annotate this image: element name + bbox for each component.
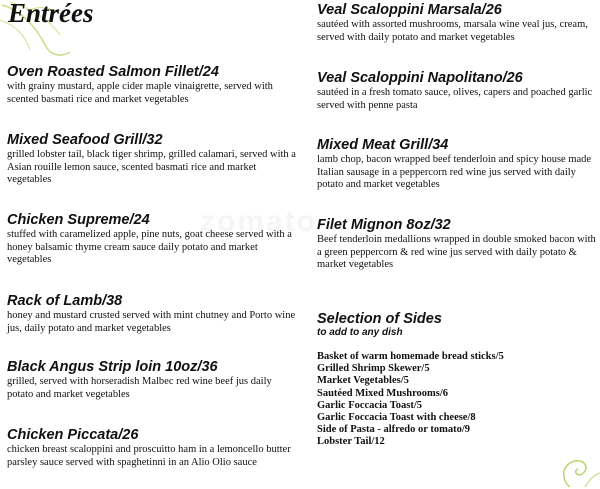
menu-item bbox=[7, 427, 299, 469]
item-description: chicken breast scaloppini and proscuitto ham in a lemoncello butter parsley sauce served with spaghetinni in an Alio Olio sauce bbox=[7, 444, 291, 468]
item-description: honey and mustard crusted served with mint chutney and Porto wine jus, daily potato and market vegetables bbox=[7, 310, 296, 334]
side-item: Side of Pasta - alfredo or tomato/9 bbox=[317, 424, 471, 436]
item-name: Filet Mignon 8oz/32 bbox=[317, 217, 451, 233]
item-name: Chicken Piccata/26 bbox=[7, 427, 139, 443]
item-name: Mixed Meat Grill/34 bbox=[317, 137, 449, 153]
item-description: stuffed with caramelized apple, pine nuts, goat cheese served with a honey balsamic thyme cream sauce daily potato and market vegetables bbox=[7, 229, 292, 265]
item-name: Oven Roasted Salmon Fillet/24 bbox=[7, 64, 219, 80]
menu-item bbox=[7, 359, 299, 401]
menu-item bbox=[317, 70, 599, 112]
side-item: Basket of warm homemade bread sticks/5 bbox=[317, 351, 504, 362]
menu-item bbox=[317, 2, 599, 44]
item-description: grilled lobster tail, black tiger shrimp, grilled calamari, served with a Asian rouille lemon sauce, scented basmati rice and market vegetables bbox=[7, 149, 296, 185]
side-item: Grilled Shrimp Skewer/5 bbox=[317, 363, 430, 375]
menu-item bbox=[7, 212, 299, 267]
side-item: Market Vegetables/5 bbox=[317, 375, 409, 387]
menu-item bbox=[317, 217, 599, 272]
item-description: sautéed in a fresh tomato sauce, olives, capers and poached garlic served with penne pasta bbox=[317, 87, 593, 111]
item-name: Black Angus Strip loin 10oz/36 bbox=[7, 359, 218, 375]
item-name: Chicken Supreme/24 bbox=[7, 212, 150, 228]
item-name: Mixed Seafood Grill/32 bbox=[7, 132, 163, 148]
sides-section bbox=[317, 311, 599, 449]
item-description: Beef tenderloin medallions wrapped in double smoked bacon with a green peppercorn & red wine jus served with daily potato & market vegetables bbox=[317, 234, 596, 270]
sides-list bbox=[317, 351, 599, 449]
sides-subtitle: to add to any dish bbox=[317, 327, 403, 338]
side-item: Sautéed Mixed Mushrooms/6 bbox=[317, 387, 449, 399]
menu-item bbox=[7, 64, 299, 106]
item-description: grilled, served with horseradish Malbec red wine beef jus daily potato and market vegetables bbox=[7, 376, 272, 400]
sides-title: Selection of Sides bbox=[317, 311, 442, 327]
item-name: Veal Scaloppini Napolitano/26 bbox=[317, 70, 523, 86]
item-name: Veal Scaloppini Marsala/26 bbox=[317, 2, 502, 18]
item-description: with grainy mustard, apple cider maple vinaigrette, served with scented basmati rice and market vegetables bbox=[7, 81, 273, 105]
swirl-ornament-bottom-right bbox=[550, 449, 600, 489]
side-item: Garlic Foccacia Toast with cheese/8 bbox=[317, 412, 476, 424]
side-item: Lobster Tail/12 bbox=[317, 436, 385, 448]
page-title: Entrées bbox=[8, 0, 94, 28]
menu-item bbox=[7, 132, 299, 187]
item-description: sautéed with assorted mushrooms, marsala wine veal jus, cream, served with daily potato and market vegetables bbox=[317, 19, 588, 43]
side-item: Garlic Foccacia Toast/5 bbox=[317, 399, 422, 411]
menu-item bbox=[7, 293, 299, 335]
menu-item bbox=[317, 137, 599, 192]
item-name: Rack of Lamb/38 bbox=[7, 293, 123, 309]
item-description: lamb chop, bacon wrapped beef tenderloin and spicy house made Italian sausage in a peppercorn red wine jus served with daily potato and market vegetables bbox=[317, 154, 592, 190]
